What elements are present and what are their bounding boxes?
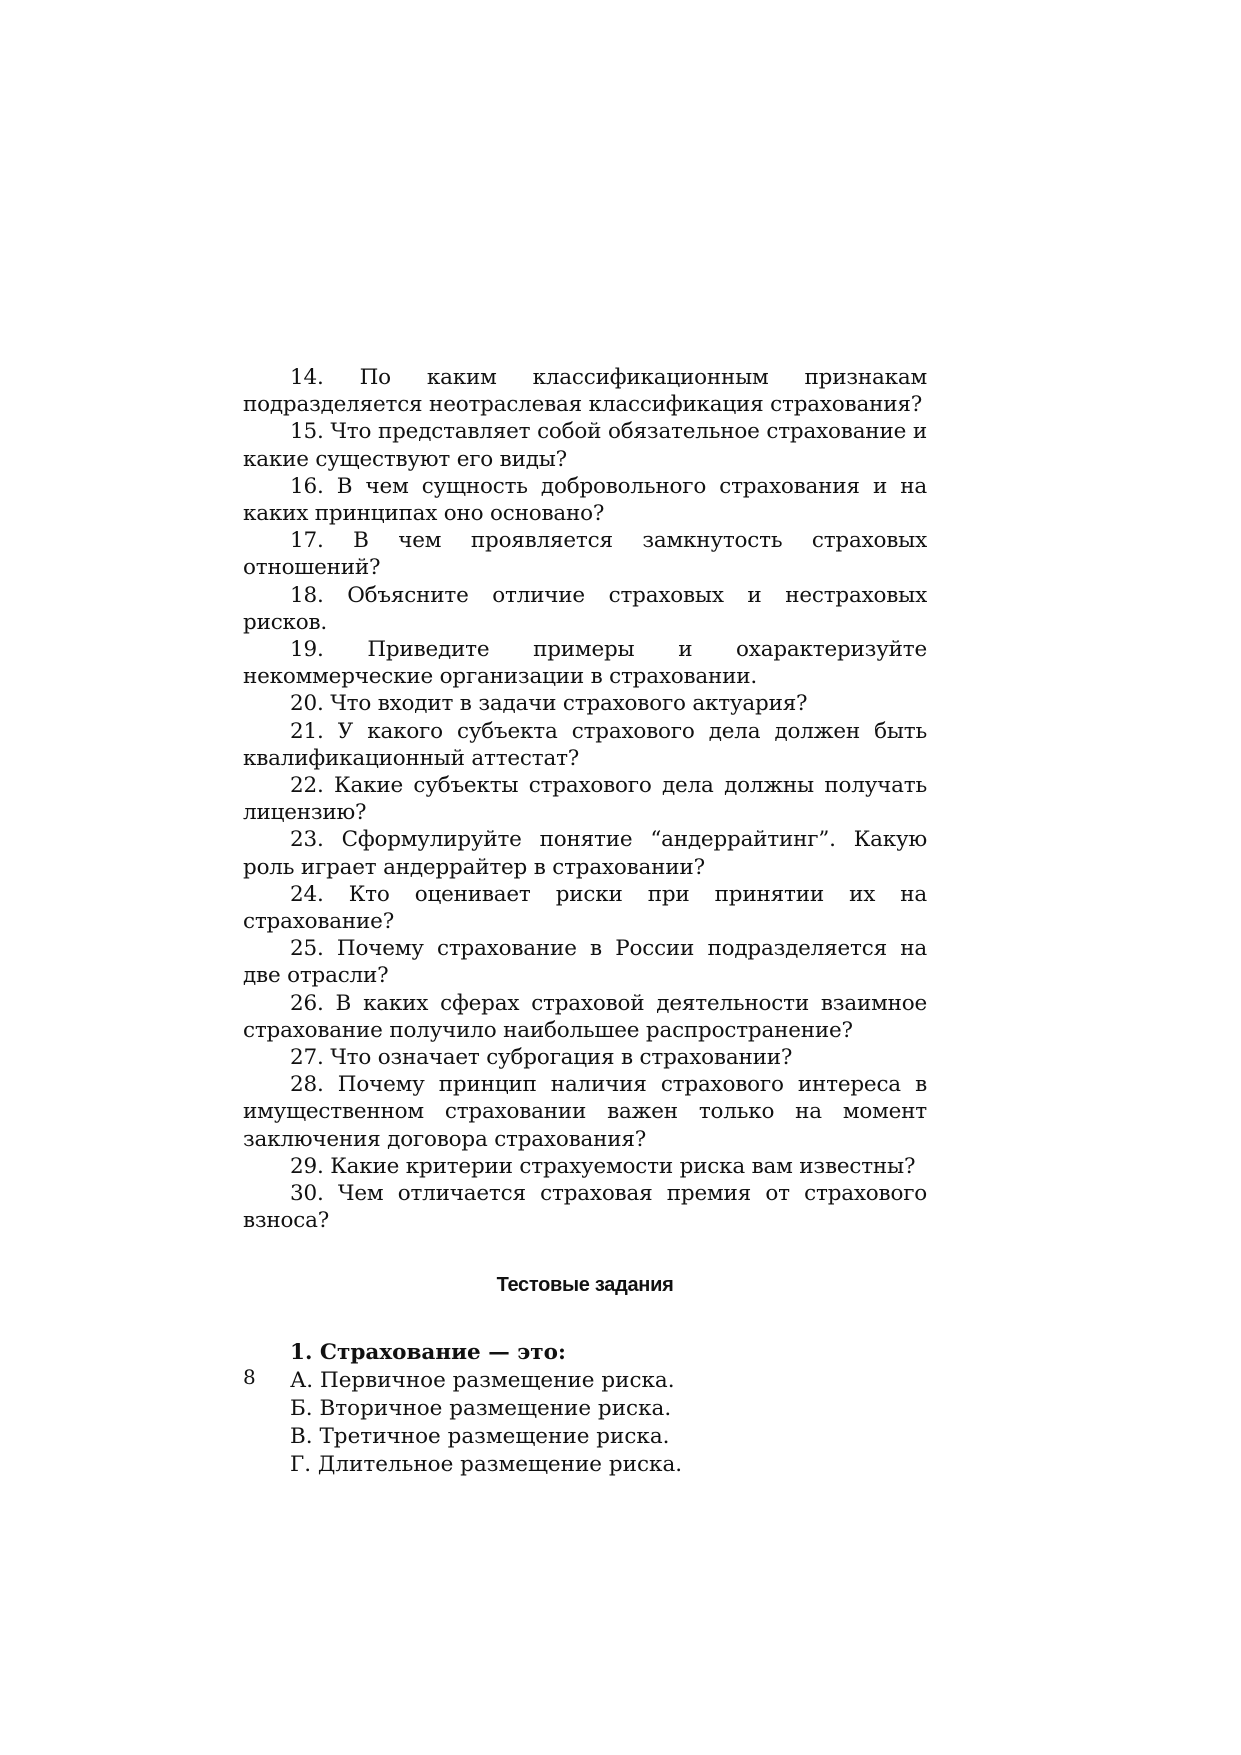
- section-title: Тестовые задания: [496, 1273, 674, 1296]
- question-23: 23. Сформулируйте понятие “андеррайтинг”. Какую роль играет андеррайтер в страховании?: [243, 827, 927, 880]
- question-20: 20. Что входит в задачи страхового актуария?: [290, 691, 808, 717]
- question-27: 27. Что означает суброгация в страховании?: [290, 1045, 793, 1071]
- review-questions-list: [243, 364, 927, 1235]
- page-number: 8: [243, 1365, 256, 1389]
- question-24: 24. Кто оценивает риски при принятии их на страхование?: [243, 881, 927, 935]
- question-16: 16. В чем сущность добровольного страхования и на каких принципах оно основано?: [243, 473, 927, 527]
- test-block: [243, 1339, 927, 1480]
- question-19: 19. Приведите примеры и охарактеризуйте некоммерческие организации в страховании.: [243, 637, 927, 690]
- question-25: 25. Почему страхование в России подразделяется на две отрасли?: [243, 936, 927, 989]
- question-21: 21. У какого субъекта страхового дела должен быть квалификационный аттестат?: [243, 718, 927, 771]
- test-question: 1. Страхование — это:: [290, 1339, 566, 1365]
- question-30: 30. Чем отличается страховая премия от страхового взноса?: [243, 1181, 927, 1234]
- question-15: 15. Что представляет собой обязательное страхование и какие существуют его виды?: [243, 419, 927, 472]
- page-content: [243, 364, 927, 1480]
- test-option-g: Г. Длительное размещение риска.: [290, 1452, 683, 1478]
- question-28: 28. Почему принцип наличия страхового интереса в имущественном страховании важен только на момент заключения договора страхования?: [243, 1072, 927, 1152]
- test-option-b: Б. Вторичное размещение риска.: [290, 1395, 672, 1421]
- question-14: 14. По каким классификационным признакам подразделяется неотраслевая классификация страхования?: [243, 365, 927, 418]
- question-26: 26. В каких сферах страховой деятельности взаимное страхование получило наибольшее распространение?: [243, 990, 927, 1043]
- question-17: 17. В чем проявляется замкнутость страховых отношений?: [243, 528, 927, 581]
- test-option-v: В. Третичное размещение риска.: [290, 1424, 670, 1450]
- question-22: 22. Какие субъекты страхового дела должны получать лицензию?: [243, 773, 927, 826]
- test-option-a: А. Первичное размещение риска.: [290, 1367, 675, 1393]
- question-29: 29. Какие критерии страхуемости риска вам известны?: [290, 1153, 916, 1179]
- question-18: 18. Объясните отличие страховых и нестраховых рисков.: [243, 582, 927, 635]
